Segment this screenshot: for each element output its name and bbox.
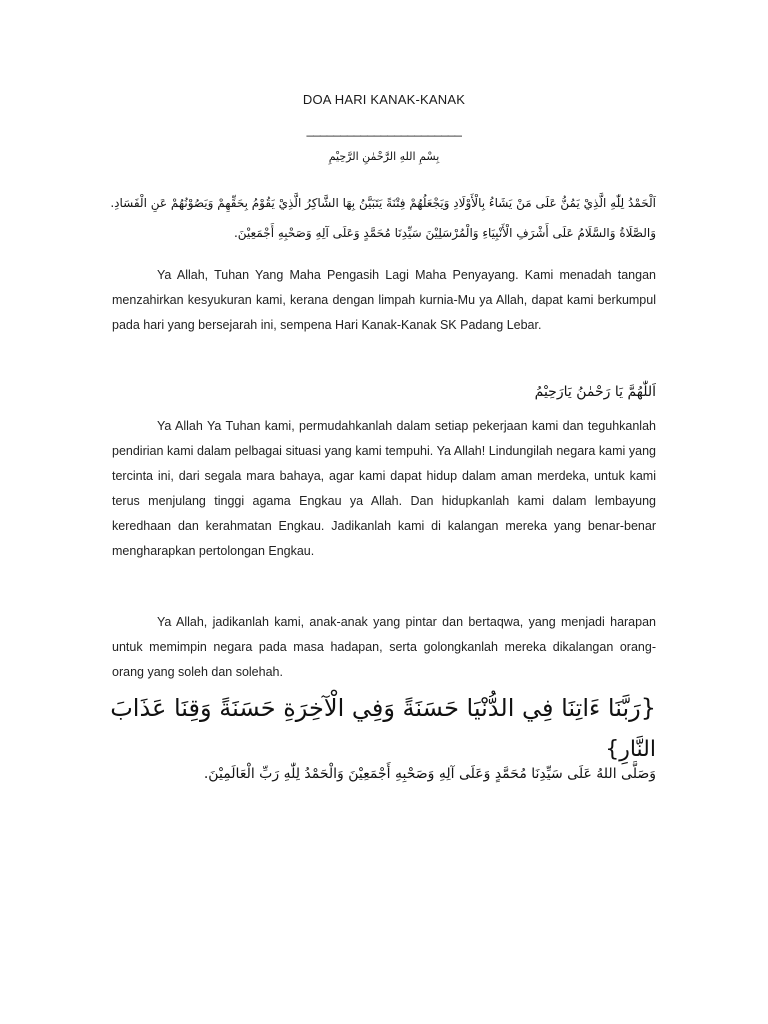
- arabic-heading: اَللّٰهُمَّ يَا رَحْمٰنُ يَارَحِيْمُ: [534, 384, 656, 400]
- opening-arabic-line-2: وَالصَّلَاةُ وَالسَّلَامُ عَلَى أَشْرَفِ الْأَنْبِيَاءِ وَالْمُرْسَلِيْنَ سَيِّدِنَا مُحَمَّدٍ وَعَلَى آلِهِ وَصَحْبِهِ أَجْمَعِيْنَ.: [233, 226, 656, 240]
- basmalah: بِسْمِ اللهِ الرَّحْمٰنِ الرَّحِيْمِ: [328, 150, 440, 163]
- opening-arabic-line-1: اَلْحَمْدُ لِلّٰهِ الَّذِيْ يَمُنُّ عَلَى مَنْ يَشَاءُ بِالْأَوْلَادِ وَيَجْعَلُهُمْ فِتْنَةً يَتَبَيَّنُ بِهَا الشَّاكِرُ الَّذِيْ يَقُوْمُ بِحَقِّهِمْ وَيَصُوْنُهُمْ عَنِ الْفَسَادِ.: [110, 196, 656, 210]
- paragraph-2-text: Ya Allah Ya Tuhan kami, permudahkanlah dalam setiap pekerjaan kami dan teguhkanlah pendirian kami dalam pelbagai situasi yang kami tempuhi. Ya Allah! Lindungilah negara kami yang tercinta ini, dari segala mara bahaya, agar kami dapat hidup dalam aman merdeka, untuk kami terus menjulang tinggi agama Engkau ya Allah. Dan hidupkanlah kami dalam lembayung keredhaan dan kerahmatan Engkau. Jadikanlah kami di kalangan mereka yang benar-benar mengharapkan pertolongan Engkau.: [112, 419, 656, 558]
- paragraph-3: [112, 610, 656, 685]
- paragraph-1-text: Ya Allah, Tuhan Yang Maha Pengasih Lagi Maha Penyayang. Kami menadah tangan menzahirkan kesyukuran kami, kerana dengan limpah kurnia-Mu ya Allah, dapat kami berkumpul pada hari yang bersejarah ini, sempena Hari Kanak-Kanak SK Padang Lebar.: [112, 268, 656, 332]
- quran-verse-line-1: {رَبَّنَا ءَاتِنَا فِي الدُّنْيَا حَسَنَةً وَفِي الْآخِرَةِ حَسَنَةً وَقِنَا عَذَابَ: [110, 694, 656, 722]
- closing-arabic: وَصَلَّى اللهُ عَلَى سَيِّدِنَا مُحَمَّدٍ وَعَلَى آلِهِ وَصَحْبِهِ أَجْمَعِيْنَ وَالْحَمْدُ لِلّٰهِ رَبِّ الْعَالَمِيْنَ.: [203, 766, 656, 782]
- document-title: DOA HARI KANAK-KANAK: [302, 92, 466, 107]
- paragraph-1: [112, 263, 656, 338]
- title-rule: _______________________: [306, 122, 462, 137]
- quran-verse-line-2: النَّارِ}: [605, 737, 656, 762]
- paragraph-2: [112, 414, 656, 564]
- paragraph-3-text: Ya Allah, jadikanlah kami, anak-anak yang pintar dan bertaqwa, yang menjadi harapan untuk memimpin negara pada masa hadapan, serta golongkanlah mereka dikalangan orang-orang yang soleh dan solehah.: [112, 615, 656, 679]
